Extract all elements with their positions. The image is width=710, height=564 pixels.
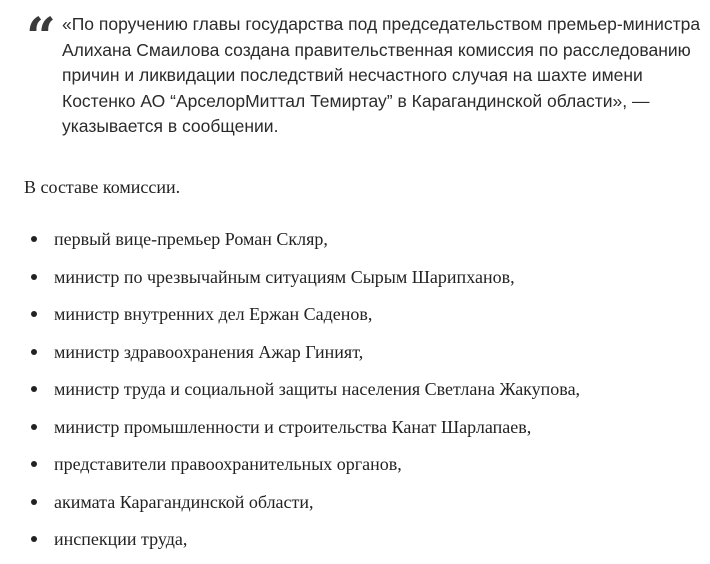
list-item xyxy=(24,264,580,302)
list-item-text: инспекции труда, xyxy=(54,529,188,549)
list-item-text: министр труда и социальной защиты населения Светлана Жакупова, xyxy=(54,379,581,399)
list-item-text: министр промышленности и строительства Канат Шарлапаев, xyxy=(54,416,532,437)
list-item xyxy=(24,451,580,489)
list-item xyxy=(24,376,580,414)
list-item-text: министр по чрезвычайным ситуациям Сырым Шарипханов, xyxy=(54,266,515,287)
commission-members-list xyxy=(24,226,580,564)
bullet-icon xyxy=(31,349,37,355)
bullet-icon xyxy=(31,311,37,317)
list-item-text: министр внутренних дел Ержан Саденов, xyxy=(54,304,373,324)
bullet-icon xyxy=(31,461,37,467)
quote-text: «По поручению главы государства под председательством премьер-министра Алихана Смаилова создана правительственная комиссия по расследованию причин и ликвидации последствий несчастного случая на шахте имени Костенко АО “АрселорМиттал Темиртау” в Карагандинской области», — указывается в сообщении. xyxy=(62,14,701,136)
list-item-text: акимата Карагандинской области, xyxy=(54,491,314,512)
list-item xyxy=(24,489,580,527)
bullet-icon xyxy=(31,274,37,280)
list-item xyxy=(24,226,580,264)
list-item-text: представители правоохранительных органов, xyxy=(54,454,402,474)
list-item xyxy=(24,301,580,339)
bullet-icon xyxy=(31,386,37,392)
list-item-text: министр здравоохранения Ажар Гиният, xyxy=(54,341,364,362)
bullet-icon xyxy=(31,236,37,242)
list-item xyxy=(24,414,580,452)
bullet-icon xyxy=(31,424,37,430)
commission-intro: В составе комиссии. xyxy=(24,177,181,197)
bullet-icon xyxy=(31,499,37,505)
list-item xyxy=(24,339,580,377)
quote-mark-icon: “ xyxy=(26,7,56,68)
bullet-icon xyxy=(31,536,37,542)
list-item-text: первый вице-премьер Роман Скляр, xyxy=(54,229,328,249)
